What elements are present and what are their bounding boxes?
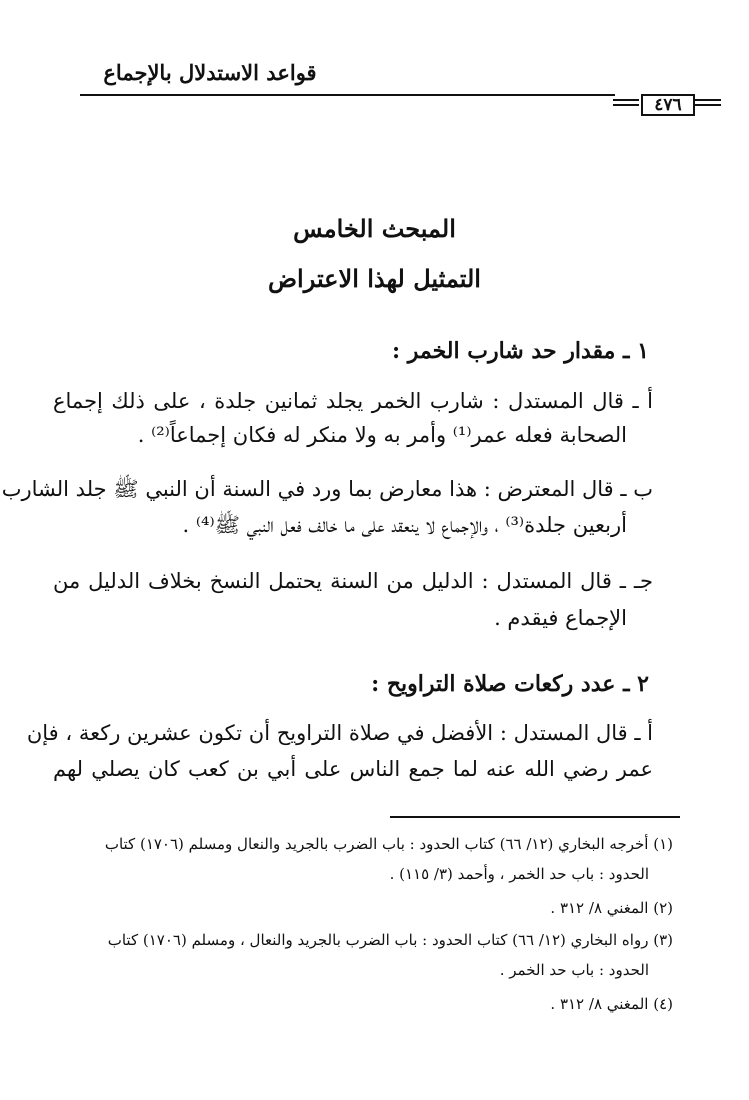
body-line: جـ ـ قال المستدل : الدليل من السنة يحتمل النسخ بخلاف الدليل من — [53, 569, 653, 593]
example-2-title: ٢ ـ عدد ركعات صلاة التراويح : — [371, 671, 649, 697]
footnote-3: (٣) رواه البخاري (١٢/ ٦٦) كتاب الحدود : باب الضرب بالجريد والنعال ، ومسلم (١٧٠٦) كتاب — [107, 931, 673, 949]
body-line: عمر رضي الله عنه لما جمع الناس على أبي بن كعب كان يصلي لهم — [53, 757, 653, 781]
section-subtitle: التمثيل لهذا الاعتراض — [268, 264, 481, 293]
footnote-divider — [390, 816, 680, 818]
body-line: ب ـ قال المعترض : هذا معارض بما ورد في السنة أن النبي ﷺ جلد الشارب — [1, 477, 653, 501]
footnote-3-continued: الحدود : باب حد الخمر . — [499, 961, 649, 979]
section-heading: المبحث الخامس — [293, 214, 456, 243]
footnote-4: (٤) المغني ٨/ ٣١٢ . — [550, 995, 673, 1013]
header-rule — [80, 94, 615, 96]
footnote-1-continued: الحدود : باب حد الخمر ، وأحمد (٣/ ١١٥) . — [389, 865, 649, 883]
body-line: أربعين جلدة⁽³⁾ ، والإجماع لا ينعقد على ما خالف فعل النبي ﷺ⁽⁴⁾ . — [182, 513, 627, 537]
body-line: أ ـ قال المستدل : شارب الخمر يجلد ثمانين جلدة ، على ذلك إجماع — [53, 389, 653, 413]
body-line: الإجماع فيقدم . — [494, 606, 627, 630]
body-line: أ ـ قال المستدل : الأفضل في صلاة التراويح أن تكون عشرين ركعة ، فإن — [26, 721, 653, 745]
page-number-ornament-right — [695, 99, 721, 106]
page-number: ٤٧٦ — [641, 94, 695, 116]
footnote-2: (٢) المغني ٨/ ٣١٢ . — [550, 899, 673, 917]
page-number-ornament-left — [613, 99, 639, 106]
footnote-1: (١) أخرجه البخاري (١٢/ ٦٦) كتاب الحدود : باب الضرب بالجريد والنعال ومسلم (١٧٠٦) كتاب — [104, 835, 673, 853]
body-line: الصحابة فعله عمر⁽¹⁾ وأمر به ولا منكر له فكان إجماعاً⁽²⁾ . — [137, 423, 627, 447]
example-1-title: ١ ـ مقدار حد شارب الخمر : — [391, 338, 649, 364]
running-header-title: قواعد الاستدلال بالإجماع — [103, 60, 317, 85]
